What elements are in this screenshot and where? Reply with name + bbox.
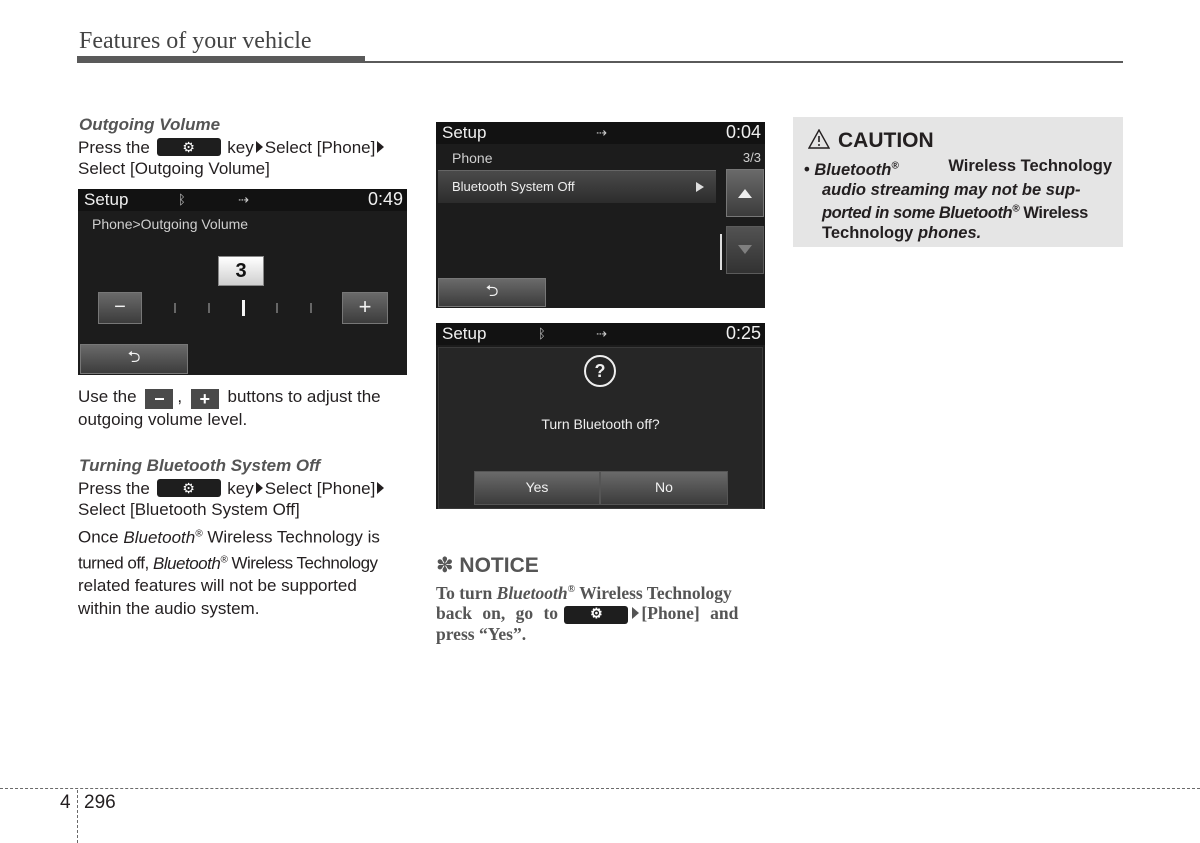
back-icon: ⮌	[127, 349, 141, 366]
footer-rule	[0, 788, 1200, 789]
arrow-down-icon	[738, 245, 752, 254]
instruction-text: Select [Phone]	[264, 479, 376, 498]
setup-key-button[interactable]	[157, 479, 221, 497]
question-icon: ?	[584, 355, 616, 387]
no-button[interactable]: No	[600, 471, 728, 505]
instruction-text: Press the	[78, 138, 150, 157]
back-button[interactable]	[80, 344, 188, 374]
instruction-text: key	[227, 479, 254, 498]
description-text: buttons to adjust the	[227, 387, 381, 406]
volume-adjust-description: Use the − , + buttons to adjust the outgoing volume level.	[78, 387, 381, 429]
page-number: 296	[84, 792, 116, 813]
arrow-right-icon	[256, 141, 263, 153]
screen-title: Setup	[84, 190, 129, 209]
scrollbar[interactable]	[720, 234, 722, 270]
arrow-right-icon	[632, 607, 639, 619]
volume-tick	[174, 303, 176, 313]
volume-tick	[276, 303, 278, 313]
notice-line: [Phone] and	[641, 602, 739, 623]
bluetooth-off-description	[78, 523, 408, 620]
volume-tick-active	[242, 300, 245, 316]
chapter-number: 4	[60, 792, 71, 813]
scroll-up-button[interactable]	[726, 169, 764, 217]
volume-tick	[208, 303, 210, 313]
instruction-text: key	[227, 138, 254, 157]
usb-icon: ⇢	[596, 326, 607, 341]
arrow-up-icon	[738, 189, 752, 198]
bullet: •	[804, 160, 810, 179]
plus-button-glyph: +	[191, 389, 219, 409]
screen-phone-settings	[436, 122, 765, 308]
volume-minus-button[interactable]: −	[98, 292, 142, 324]
volume-level-track[interactable]	[158, 298, 328, 318]
section-heading-outgoing-volume: Outgoing Volume	[79, 115, 221, 134]
notice-heading: ✽ NOTICE	[436, 554, 539, 577]
screen-clock: 0:49	[367, 189, 403, 209]
yes-button[interactable]: Yes	[474, 471, 600, 505]
notice-line: press “Yes”.	[436, 623, 527, 644]
description-text: related features will not be supported	[78, 576, 357, 596]
screen-clock: 0:25	[725, 323, 761, 343]
instruction-bluetooth-off	[78, 478, 408, 520]
caution-line: ported in some Bluetooth	[822, 204, 1013, 222]
bluetooth-icon: ᛒ	[538, 326, 546, 341]
minus-button-glyph: −	[145, 389, 173, 409]
caution-line: Wireless Technology	[948, 157, 1112, 175]
gear-icon: ⚙	[590, 606, 603, 622]
description-text: Use the	[78, 387, 137, 406]
screen-title: Setup	[442, 324, 487, 343]
screen-breadcrumb: Phone>Outgoing Volume	[92, 216, 249, 232]
screen-bluetooth-off-confirm	[436, 323, 765, 509]
instruction-outgoing-volume	[78, 137, 408, 179]
instruction-text: Select [Bluetooth System Off]	[78, 500, 300, 519]
screen-subtitle: Phone	[452, 150, 493, 166]
registered-mark: ®	[195, 528, 203, 539]
caution-heading: CAUTION	[838, 129, 934, 152]
description-text: outgoing volume level.	[78, 410, 248, 429]
screen-outgoing-volume	[78, 189, 407, 375]
menu-item-label: Bluetooth System Off	[452, 179, 575, 194]
bluetooth-term: Bluetooth	[123, 527, 196, 547]
back-button[interactable]	[438, 278, 546, 307]
notice-line: back on, go to	[436, 602, 559, 623]
instruction-text: Select [Phone]	[264, 138, 376, 157]
footer-divider	[77, 790, 78, 843]
volume-value-display: 3	[218, 256, 264, 286]
bluetooth-term: Bluetooth	[814, 160, 892, 179]
registered-mark: ®	[1012, 203, 1020, 215]
page-header-title: Features of your vehicle	[79, 28, 312, 54]
caution-line: audio streaming may not be sup-	[822, 180, 1081, 199]
caution-box	[793, 117, 1123, 247]
volume-plus-button[interactable]: +	[342, 292, 388, 324]
description-text: turned off,	[78, 553, 149, 573]
scroll-down-button[interactable]	[726, 226, 764, 274]
notice-line: Wireless Technology	[579, 582, 732, 603]
setup-key-button[interactable]	[564, 606, 628, 624]
back-icon: ⮌	[485, 283, 499, 300]
gear-icon: ⚙	[182, 480, 195, 496]
screen-title: Setup	[442, 123, 487, 142]
bluetooth-term: Bluetooth	[496, 582, 568, 603]
warning-triangle-icon	[808, 129, 830, 149]
usb-icon: ⇢	[238, 192, 249, 207]
caution-line: Wireless	[1023, 204, 1088, 222]
setup-key-button[interactable]	[157, 138, 221, 156]
instruction-text: Press the	[78, 479, 150, 498]
description-text: Wireless Technology	[231, 553, 378, 573]
registered-mark: ®	[891, 160, 899, 171]
caution-line: Technology	[822, 224, 914, 242]
menu-item-bluetooth-system-off[interactable]	[438, 170, 716, 203]
confirm-prompt: Turn Bluetooth off?	[541, 416, 660, 432]
arrow-right-icon	[377, 482, 384, 494]
bluetooth-icon: ᛒ	[178, 192, 186, 207]
notice-text	[436, 580, 765, 644]
bluetooth-term: Bluetooth	[152, 553, 221, 573]
header-rule	[365, 61, 1123, 63]
registered-mark: ®	[220, 554, 228, 566]
notice-line: To turn	[436, 582, 493, 603]
description-text: within the audio system.	[78, 598, 260, 618]
instruction-text: Select [Outgoing Volume]	[78, 159, 270, 178]
caution-text	[804, 156, 1112, 243]
caution-line: phones.	[917, 224, 982, 242]
gear-icon: ⚙	[182, 139, 195, 155]
description-text: Wireless Technology is	[207, 527, 380, 547]
arrow-right-icon	[377, 141, 384, 153]
screen-clock: 0:04	[725, 122, 761, 142]
header-bar	[77, 56, 365, 63]
arrow-right-icon	[256, 482, 263, 494]
section-heading-bluetooth-off: Turning Bluetooth System Off	[79, 456, 321, 475]
registered-mark: ®	[567, 584, 576, 595]
description-text: Once	[78, 527, 119, 547]
page-indicator: 3/3	[742, 150, 761, 165]
chevron-right-icon	[696, 182, 704, 192]
usb-icon: ⇢	[596, 125, 607, 140]
volume-tick	[310, 303, 312, 313]
